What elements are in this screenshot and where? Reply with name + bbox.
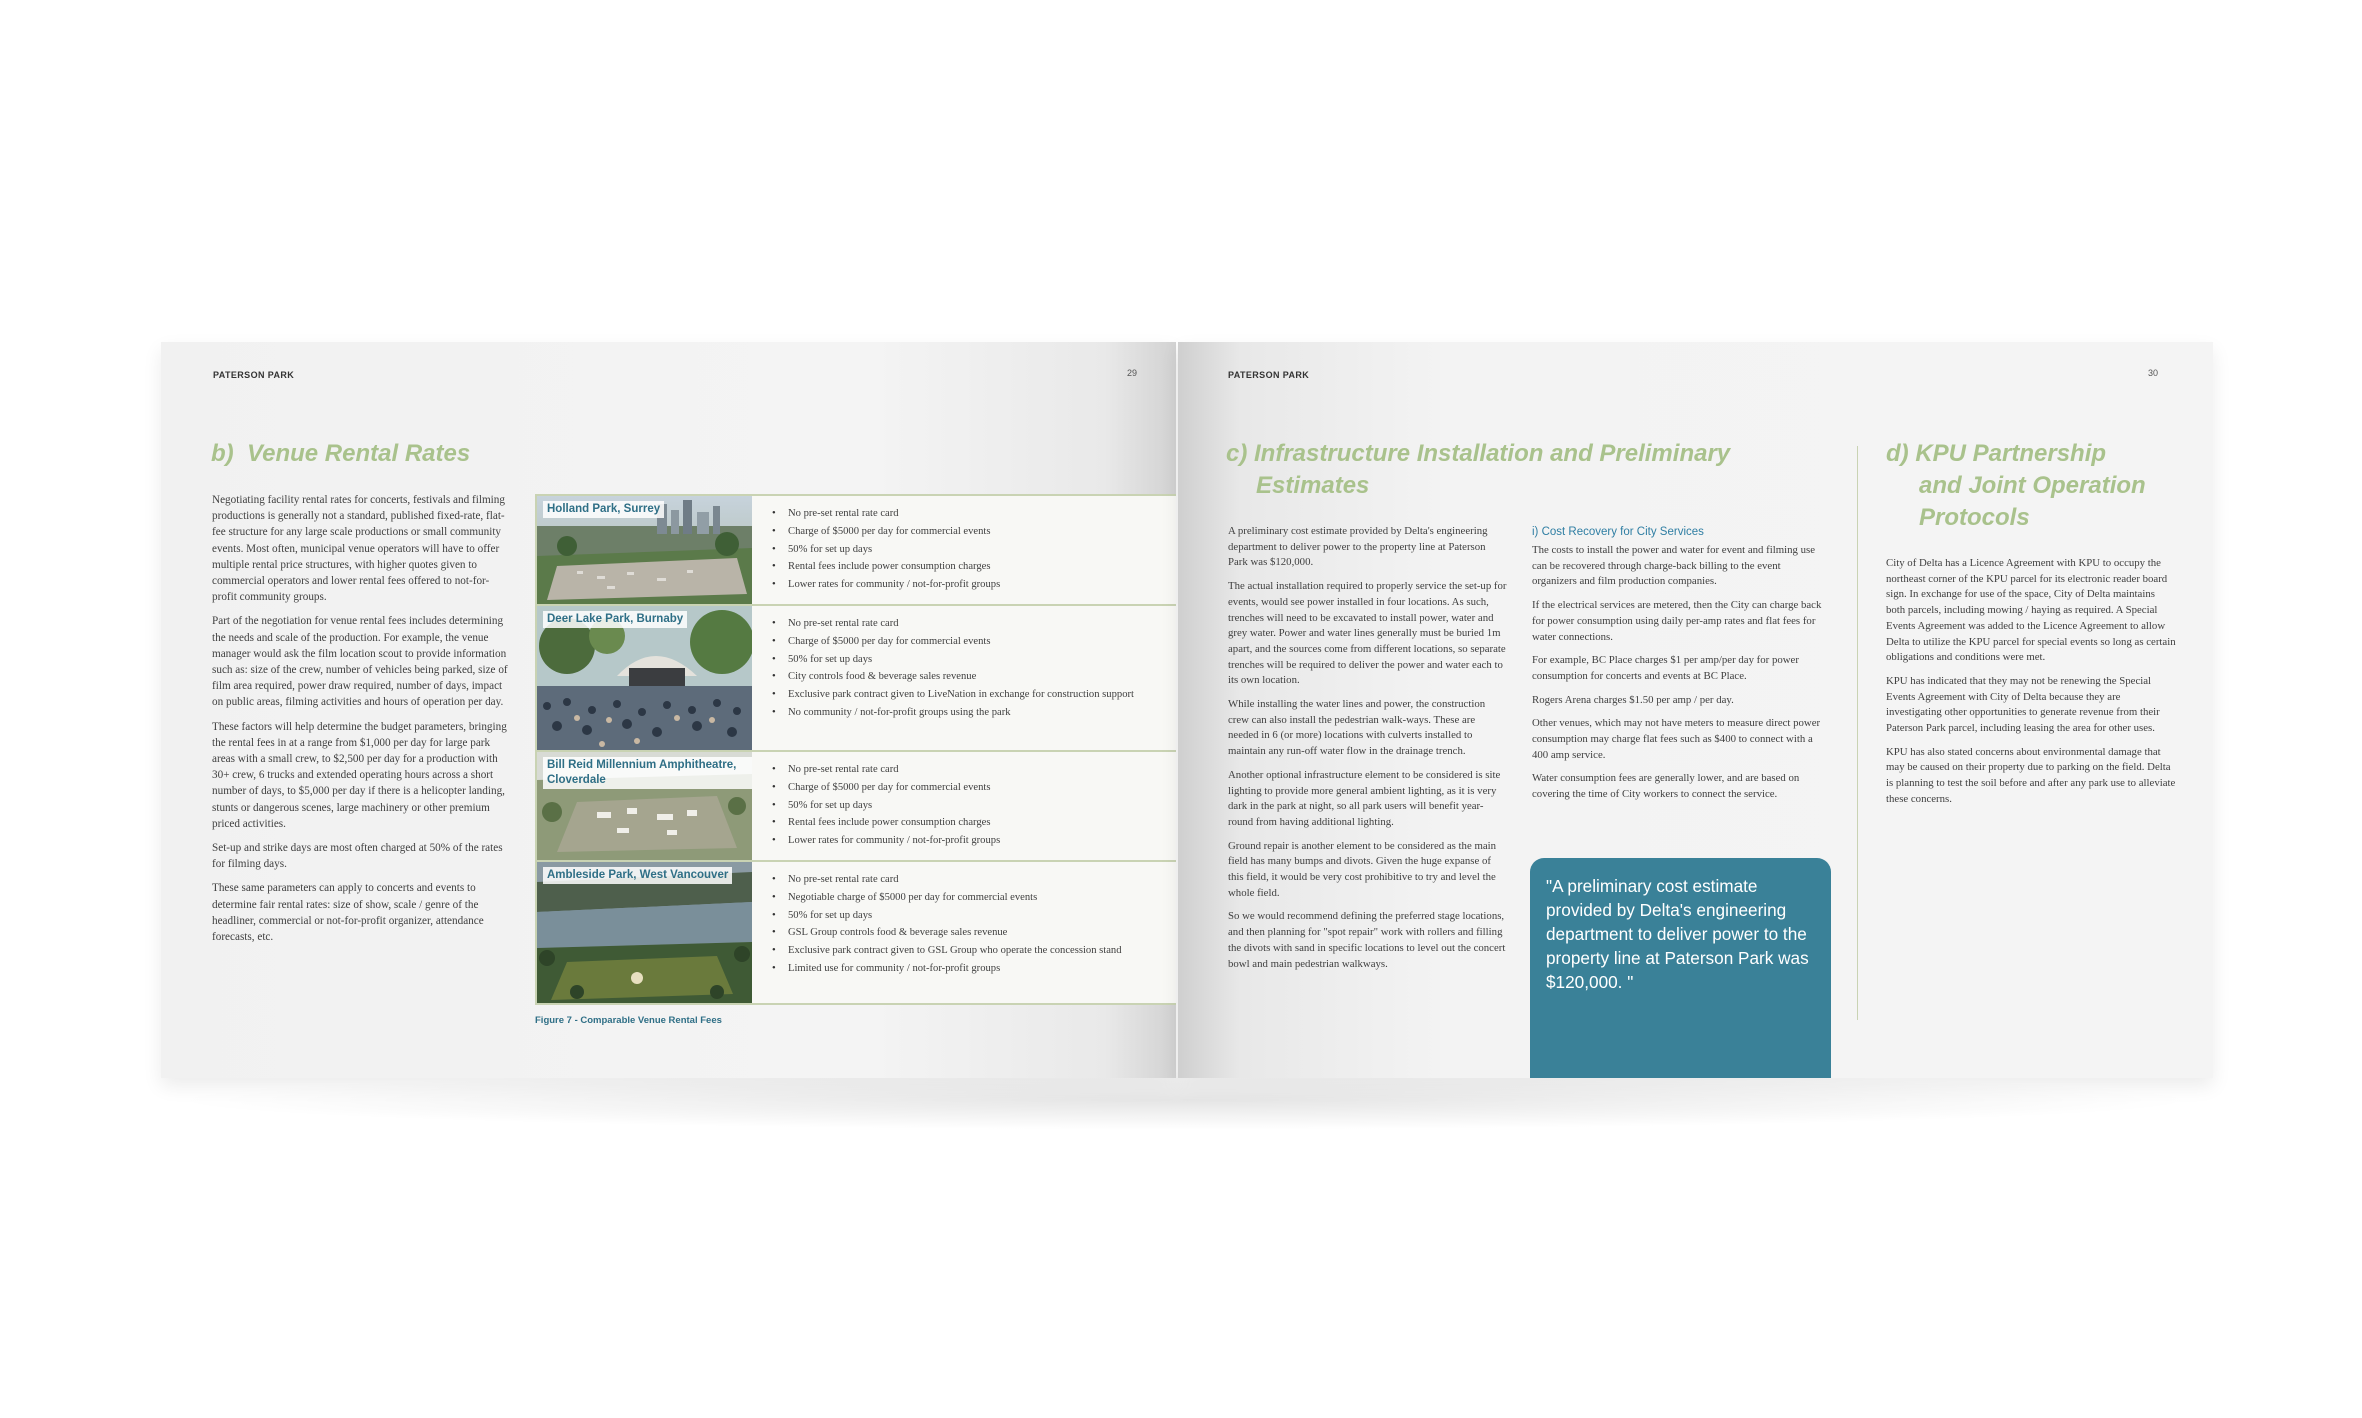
list-item: • Lower rates for community / not-for-profit groups (788, 832, 1000, 850)
list-item: • 50% for set up days (788, 797, 1000, 815)
paragraph: Rogers Arena charges $1.50 per amp / per day. (1532, 693, 1734, 706)
venue-name: Holland Park, Surrey (543, 501, 664, 518)
list-item: • No community / not-for-profit groups using the park (788, 704, 1134, 722)
paragraph: Negotiating facility rental rates for concerts, festivals and filming productions is generally not a standard, published fixed-rate, flat-fee structure for any large scale productions or small community events. Most often, municipal venue operators will have to offer multiple rental price structures, with higher quotes given to commercial operators and lower rental fees offered to not-for-profit community groups. (212, 494, 505, 604)
venue-fee-list (752, 752, 1000, 860)
list-item: • Limited use for community / not-for-profit groups (788, 960, 1122, 978)
paragraph: The actual installation required to properly service the set-up for events, would see power installed in four locations. As such, trenches will need to be excavated to install power, water and grey water. Power and water lines generally must be buried 1m apart, and the sources come from different locations, so separate trenches will be required to deliver the power and water each to its own location. (1228, 580, 1507, 687)
page-30 (1178, 342, 2213, 1078)
venue-fee-list (752, 496, 1000, 604)
table-row (537, 862, 1176, 1003)
paragraph: KPU has indicated that they may not be renewing the Special Events Agreement with City of Delta because they are investigating other opportunities to generate revenue from their Paterson Park parcel, including leasing the area for other uses. (1886, 674, 2160, 735)
paragraph: While installing the water lines and power, the construction crew can also install the pedestrian walk-ways. These are needed in 6 (or more) locations with culverts installed to maintain any run-off water flow in the drainage trench. (1228, 698, 1486, 758)
running-head: PATERSON PARK (213, 370, 295, 380)
venue-fee-list (752, 606, 1134, 750)
paragraph: A preliminary cost estimate provided by Delta's engineering department to deliver power to the property line at Paterson Park was $120,000. (1228, 525, 1488, 569)
section-title-line: Infrastructure Installation and Preliminary (1254, 440, 1731, 467)
body-text-column-3 (1886, 556, 2176, 816)
paragraph: For example, BC Place charges $1 per amp/per day for power consumption for concerts and events at BC Place. (1532, 654, 1799, 682)
paragraph: Set-up and strike days are most often charged at 50% of the rates for filming days. (212, 842, 503, 871)
list-item: • 50% for set up days (788, 541, 1000, 559)
paragraph: Other venues, which may not have meters to measure direct power consumption may charge flat fees such as $400 to connect with a 400 amp service. (1532, 717, 1821, 761)
paragraph: These same parameters can apply to concerts and events to determine fair rental rates: size of show, scale / genre of the headliner, commercial or not-for-profit organizer, attendance forecasts, etc. (212, 882, 484, 944)
paragraph: Ground repair is another element to be considered as the main field has many bumps and divots. Given the huge expanse of this field, it would be very cost prohibitive to try and level the whole field. (1228, 839, 1497, 899)
body-text-column (212, 492, 514, 953)
section-title-line: Estimates (1256, 472, 1370, 499)
list-item: • Negotiable charge of $5000 per day for commercial events (788, 889, 1122, 907)
figure-caption: Figure 7 - Comparable Venue Rental Fees (535, 1015, 722, 1026)
list-item: • Rental fees include power consumption charges (788, 558, 1000, 576)
venue-photo-deer-lake-park (537, 606, 752, 750)
paragraph: The costs to install the power and water for event and filming use can be recovered through charge-back billing to the event organizers and film production companies. (1532, 544, 1816, 588)
list-item: • Exclusive park contract given to GSL Group who operate the concession stand (788, 942, 1122, 960)
venue-name: Bill Reid Millennium Amphitheatre, Cloverdale (543, 757, 752, 789)
venue-name: Deer Lake Park, Burnaby (543, 611, 687, 628)
subheading-cost-recovery: i) Cost Recovery for City Services (1532, 526, 1704, 538)
section-title-venue-rental-rates (211, 438, 470, 470)
paragraph: These factors will help determine the budget parameters, bringing the rental fees in at a range from $1,000 per day for large park areas with a small crew, to $2,500 per day for a production with 30+ crew, 6 trucks and extended operating hours across a short number of days, to $5,000 per day if there is a helicopter landing, stunts or dangerous scenes, large machinery or other premium priced activities. (212, 720, 507, 830)
section-title-line: KPU Partnership (1915, 440, 2107, 467)
list-item: • Exclusive park contract given to LiveNation in exchange for construction support (788, 686, 1134, 704)
venue-fee-list (752, 862, 1122, 1003)
section-title-kpu-partnership (1886, 438, 2196, 534)
section-letter: d) (1886, 440, 1909, 467)
paragraph: If the electrical services are metered, then the City can charge back for power consumption using daily per-amp rates and flat fees for water connections. (1532, 599, 1822, 643)
section-title-infrastructure (1226, 438, 1786, 502)
paragraph: Another optional infrastructure element to be considered is site lighting to provide more general ambient lighting, as it is very dark in the park at night, so all park users will benefit year-round from having additional lighting. (1228, 768, 1501, 828)
list-item: • No pre-set rental rate card (788, 871, 1122, 889)
table-row (537, 496, 1176, 606)
list-item: • 50% for set up days (788, 651, 1134, 669)
pull-quote: "A preliminary cost estimate provided by Delta's engineering department to deliver power to the property line at Paterson Park was $120,000. " (1530, 858, 1831, 1078)
venue-photo-holland-park (537, 496, 752, 604)
list-item: • Lower rates for community / not-for-profit groups (788, 576, 1000, 594)
section-letter: c) (1226, 440, 1248, 467)
paragraph: Part of the negotiation for venue rental fees includes determining the needs and scale of the production. For example, the venue manager would ask the film location scout to provide information such as: size of the crew, number of vehicles being parked, size of film area required, power draw required, number of days, impact on public areas, filming activities and hours of operation per day. (212, 615, 508, 709)
venue-photo-bill-reid-amphitheatre (537, 752, 752, 860)
column-divider (1857, 446, 1858, 1020)
venue-comparison-table (535, 494, 1176, 1005)
running-head: PATERSON PARK (1228, 370, 1310, 380)
page-number: 30 (2148, 368, 2159, 378)
list-item: • No pre-set rental rate card (788, 761, 1000, 779)
venue-photo-ambleside-park (537, 862, 752, 1003)
list-item: • City controls food & beverage sales revenue (788, 668, 1134, 686)
body-text-column-1 (1228, 524, 1508, 980)
page-number: 29 (1127, 368, 1138, 378)
body-text-column-2 (1532, 543, 1828, 811)
section-title-text: Venue Rental Rates (247, 440, 471, 467)
paragraph: So we would recommend defining the preferred stage locations, and then planning for "spot repair" work with rollers and filling the divots with sand in specific locations to level out the concert bowl and main pedestrian walkways. (1228, 910, 1506, 970)
section-title-line: and Joint Operation (1919, 472, 2146, 499)
section-title-line: Protocols (1919, 504, 2030, 531)
paragraph: City of Delta has a Licence Agreement with KPU to occupy the northeast corner of the KPU parcel for its electronic reader board sign. In exchange for use of the space, City of Delta maintains both parcels, including mowing / haying as required. A Special Events Agreement was added to the Licence Agreement to allow Delta to utilize the KPU parcel for special events so long as certain obligations and conditions were met. (1886, 557, 2176, 664)
list-item: • Charge of $5000 per day for commercial events (788, 779, 1000, 797)
page-29 (161, 342, 1176, 1078)
list-item: • Charge of $5000 per day for commercial events (788, 633, 1134, 651)
paragraph: Water consumption fees are generally lower, and are based on covering the time of City workers to connect the service. (1532, 772, 1800, 801)
venue-name: Ambleside Park, West Vancouver (543, 867, 732, 884)
list-item: • GSL Group controls food & beverage sales revenue (788, 924, 1122, 942)
list-item: • 50% for set up days (788, 907, 1122, 925)
list-item: • No pre-set rental rate card (788, 615, 1134, 633)
table-row (537, 606, 1176, 752)
spread-shadow (160, 1070, 2210, 1130)
table-row (537, 752, 1176, 862)
list-item: • Charge of $5000 per day for commercial events (788, 523, 1000, 541)
section-letter: b) (211, 440, 234, 467)
paragraph: KPU has also stated concerns about environmental damage that may be caused on their property due to parking on the field. Delta is planning to test the soil before and after any park use to alleviate these concerns. (1886, 745, 2176, 805)
list-item: • No pre-set rental rate card (788, 505, 1000, 523)
list-item: • Rental fees include power consumption charges (788, 814, 1000, 832)
